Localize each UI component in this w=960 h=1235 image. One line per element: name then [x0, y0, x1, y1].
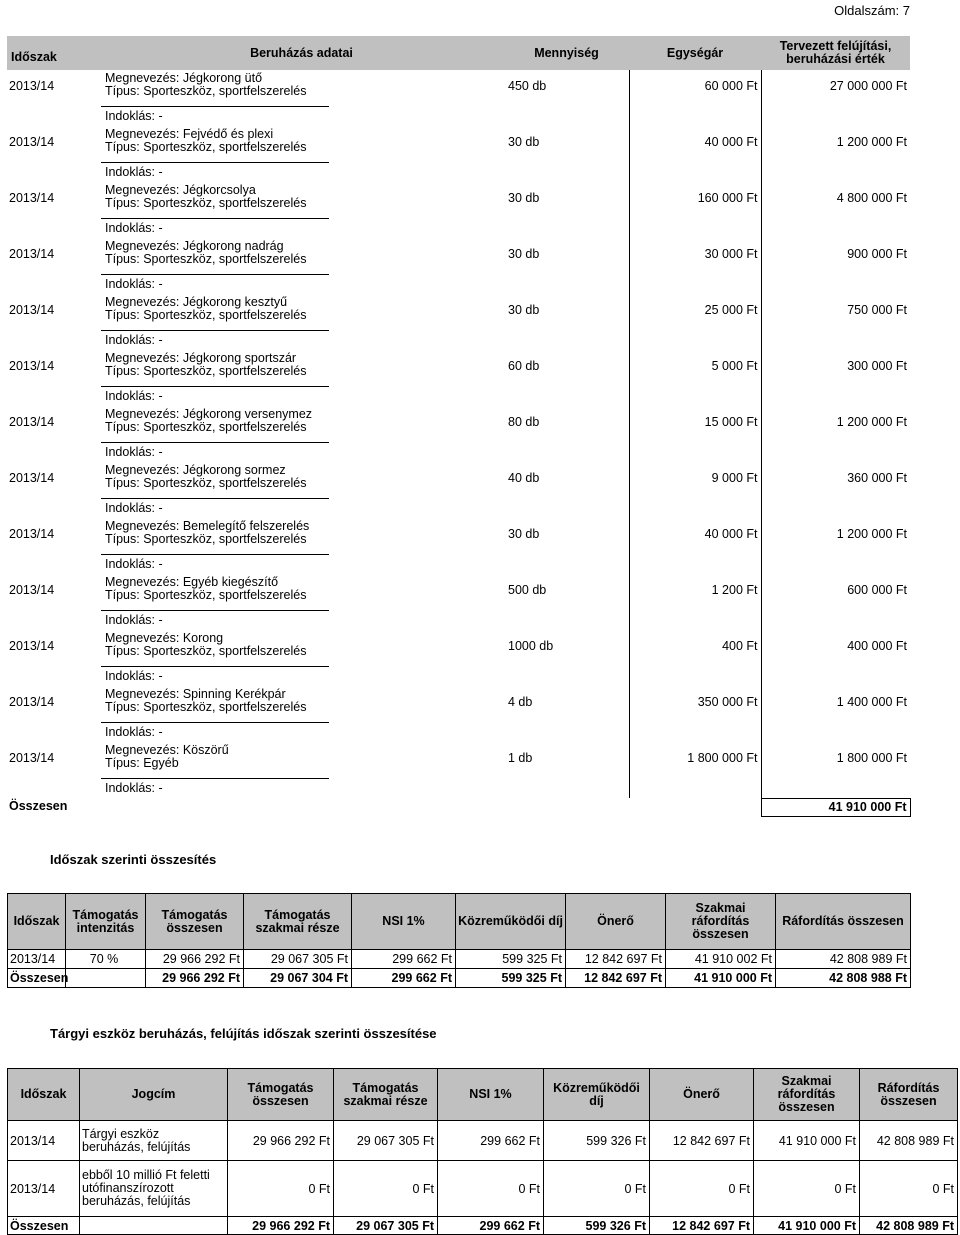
investment-quantity: 30 db [504, 294, 629, 350]
investment-period: 2013/14 [9, 247, 55, 261]
investment-row [7, 238, 910, 294]
investment-value: 1 800 000 Ft [836, 751, 907, 765]
investment-quantity: 30 db [504, 182, 629, 238]
investment-unit-price: 1 200 Ft [629, 574, 761, 630]
investment-row [7, 742, 910, 798]
investment-reason: Indoklás: - [101, 666, 329, 683]
investment-type: Típus: Sporteszköz, sportfelszerelés [105, 308, 307, 322]
summary-cell: 42 808 989 Ft [776, 950, 911, 969]
investment-unit-price: 400 Ft [629, 630, 761, 686]
summary-header-cell: Támogatás összesen [228, 1069, 334, 1121]
investment-reason: Indoklás: - [101, 498, 329, 515]
investment-type: Típus: Sporteszköz, sportfelszerelés [105, 196, 307, 210]
investment-unit-price: 160 000 Ft [629, 182, 761, 238]
summary-total-cell: 41 910 000 Ft [666, 969, 776, 988]
summary-total-cell: 29 966 292 Ft [146, 969, 244, 988]
investment-reason: Indoklás: - [101, 330, 329, 347]
investment-unit-price: 1 800 000 Ft [629, 742, 761, 798]
investment-quantity: 40 db [504, 462, 629, 518]
investment-value: 600 000 Ft [847, 583, 907, 597]
investment-value: 1 200 000 Ft [836, 527, 907, 541]
investment-details [99, 294, 504, 350]
summary-cell: 299 662 Ft [352, 950, 456, 969]
investment-type: Típus: Sporteszköz, sportfelszerelés [105, 140, 307, 154]
investment-reason: Indoklás: - [101, 778, 329, 795]
summary-cell: 0 Ft [544, 1161, 650, 1217]
summary-cell: 2013/14 [8, 1121, 80, 1161]
investment-details [99, 182, 504, 238]
summary-header-cell: Szakmai ráfordítás összesen [754, 1069, 860, 1121]
summary-cell: 299 662 Ft [438, 1121, 544, 1161]
investment-name: Megnevezés: Jégkorong kesztyű [105, 295, 288, 309]
investment-details [99, 686, 504, 742]
summary-cell: 29 966 292 Ft [228, 1121, 334, 1161]
investment-unit-price: 40 000 Ft [629, 518, 761, 574]
summary-total-cell: 12 842 697 Ft [566, 969, 666, 988]
summary-header-cell: Időszak [8, 1069, 80, 1121]
col-planned-value-header: Tervezett felújítási, beruházási érték [761, 36, 910, 70]
investment-period: 2013/14 [9, 415, 55, 429]
summary-total-cell: Összesen [8, 1217, 80, 1235]
investment-quantity: 30 db [504, 126, 629, 182]
summary-header-cell: Támogatás összesen [146, 894, 244, 950]
investment-header-row [7, 36, 910, 70]
investment-period: 2013/14 [9, 639, 55, 653]
summary-cell: ebből 10 millió Ft feletti utófinanszírozott beruházás, felújítás [80, 1161, 228, 1217]
summary-total-cell: 29 966 292 Ft [228, 1217, 334, 1235]
investment-value: 750 000 Ft [847, 303, 907, 317]
investment-details [99, 350, 504, 406]
summary-total-cell [66, 969, 146, 988]
investment-name: Megnevezés: Jégkorong sportszár [105, 351, 297, 365]
investment-type: Típus: Egyéb [105, 756, 179, 770]
col-quantity-header: Mennyiség [504, 36, 629, 70]
summary-cell: 0 Ft [438, 1161, 544, 1217]
investment-name: Megnevezés: Jégkorong ütő [105, 71, 263, 85]
investment-row [7, 686, 910, 742]
summary-total-cell: 12 842 697 Ft [650, 1217, 754, 1235]
summary-header-cell: Közreműködői díj [456, 894, 566, 950]
investment-type: Típus: Sporteszköz, sportfelszerelés [105, 476, 307, 490]
investment-period: 2013/14 [9, 583, 55, 597]
summary-cell: 12 842 697 Ft [650, 1121, 754, 1161]
investment-details [99, 462, 504, 518]
summary-cell: 599 326 Ft [544, 1121, 650, 1161]
summary-total-row [8, 969, 911, 988]
investment-unit-price: 60 000 Ft [629, 70, 761, 126]
investment-details [99, 126, 504, 182]
investment-reason: Indoklás: - [101, 218, 329, 235]
investment-unit-price: 40 000 Ft [629, 126, 761, 182]
investment-quantity: 500 db [504, 574, 629, 630]
asset-summary-title: Tárgyi eszköz beruházás, felújítás időszak szerinti összesítése [50, 1026, 437, 1041]
investment-unit-price: 30 000 Ft [629, 238, 761, 294]
investment-type: Típus: Sporteszköz, sportfelszerelés [105, 588, 307, 602]
asset-summary-header-row [8, 1069, 958, 1121]
summary-total-cell: 42 808 989 Ft [860, 1217, 958, 1235]
investment-details [99, 70, 504, 126]
summary-total-cell: 299 662 Ft [438, 1217, 544, 1235]
investment-unit-price: 15 000 Ft [629, 406, 761, 462]
investment-row [7, 406, 910, 462]
investment-value: 4 800 000 Ft [836, 191, 907, 205]
investment-quantity: 30 db [504, 518, 629, 574]
investment-quantity: 60 db [504, 350, 629, 406]
summary-cell: 2013/14 [8, 950, 66, 969]
investment-row [7, 518, 910, 574]
investment-reason: Indoklás: - [101, 274, 329, 291]
summary-cell: 12 842 697 Ft [566, 950, 666, 969]
summary-header-cell: Támogatás intenzitás [66, 894, 146, 950]
investment-total-row [7, 798, 910, 816]
period-summary-title: Időszak szerinti összesítés [50, 852, 217, 867]
investment-name: Megnevezés: Jégkorcsolya [105, 183, 256, 197]
summary-cell: 29 067 305 Ft [244, 950, 352, 969]
investment-period: 2013/14 [9, 135, 55, 149]
investment-total-label: Összesen [9, 799, 68, 813]
investment-type: Típus: Sporteszköz, sportfelszerelés [105, 252, 307, 266]
investment-unit-price: 350 000 Ft [629, 686, 761, 742]
investment-reason: Indoklás: - [101, 162, 329, 179]
investment-period: 2013/14 [9, 303, 55, 317]
investment-name: Megnevezés: Egyéb kiegészítő [105, 575, 279, 589]
investment-details [99, 238, 504, 294]
summary-cell: 41 910 000 Ft [754, 1121, 860, 1161]
investment-type: Típus: Sporteszköz, sportfelszerelés [105, 700, 307, 714]
summary-cell: 0 Ft [754, 1161, 860, 1217]
summary-row [8, 1121, 958, 1161]
investment-row [7, 126, 910, 182]
summary-header-cell: Önerő [566, 894, 666, 950]
investment-reason: Indoklás: - [101, 106, 329, 123]
investment-details [99, 518, 504, 574]
investment-quantity: 1000 db [504, 630, 629, 686]
investment-value: 360 000 Ft [847, 471, 907, 485]
investment-value: 27 000 000 Ft [829, 79, 907, 93]
summary-total-cell: 41 910 000 Ft [754, 1217, 860, 1235]
summary-header-cell: Önerő [650, 1069, 754, 1121]
investment-type: Típus: Sporteszköz, sportfelszerelés [105, 644, 307, 658]
summary-header-cell: Jogcím [80, 1069, 228, 1121]
investment-reason: Indoklás: - [101, 442, 329, 459]
investment-name: Megnevezés: Jégkorong nadrág [105, 239, 284, 253]
summary-header-cell: NSI 1% [438, 1069, 544, 1121]
investment-value: 1 200 000 Ft [836, 135, 907, 149]
investment-value: 400 000 Ft [847, 639, 907, 653]
investment-row [7, 574, 910, 630]
investment-quantity: 80 db [504, 406, 629, 462]
investment-row [7, 294, 910, 350]
investment-type: Típus: Sporteszköz, sportfelszerelés [105, 420, 307, 434]
summary-total-row [8, 1217, 958, 1235]
investment-name: Megnevezés: Köszörű [105, 743, 229, 757]
investment-value: 1 400 000 Ft [836, 695, 907, 709]
investment-details [99, 406, 504, 462]
investment-type: Típus: Sporteszköz, sportfelszerelés [105, 532, 307, 546]
summary-cell: 599 325 Ft [456, 950, 566, 969]
investment-type: Típus: Sporteszköz, sportfelszerelés [105, 364, 307, 378]
summary-cell: 2013/14 [8, 1161, 80, 1217]
col-details-header: Beruházás adatai [99, 36, 504, 70]
investment-details [99, 742, 504, 798]
summary-cell: 29 966 292 Ft [146, 950, 244, 969]
investment-type: Típus: Sporteszköz, sportfelszerelés [105, 84, 307, 98]
page-number: Oldalszám: 7 [834, 3, 910, 18]
investment-quantity: 30 db [504, 238, 629, 294]
col-unit-price-header: Egységár [629, 36, 761, 70]
investment-period: 2013/14 [9, 359, 55, 373]
investment-unit-price: 5 000 Ft [629, 350, 761, 406]
investment-quantity: 450 db [504, 70, 629, 126]
investment-row [7, 462, 910, 518]
summary-header-cell: Közreműködői díj [544, 1069, 650, 1121]
investment-table [7, 36, 911, 817]
investment-unit-price: 9 000 Ft [629, 462, 761, 518]
investment-period: 2013/14 [9, 191, 55, 205]
investment-row [7, 70, 910, 126]
summary-cell: 42 808 989 Ft [860, 1121, 958, 1161]
investment-details [99, 630, 504, 686]
investment-reason: Indoklás: - [101, 554, 329, 571]
summary-total-cell: 599 325 Ft [456, 969, 566, 988]
investment-quantity: 4 db [504, 686, 629, 742]
investment-row [7, 630, 910, 686]
col-period-header: Időszak [7, 36, 99, 70]
summary-cell: 29 067 305 Ft [334, 1121, 438, 1161]
summary-header-cell: Időszak [8, 894, 66, 950]
investment-name: Megnevezés: Bemelegítő felszerelés [105, 519, 310, 533]
investment-period: 2013/14 [9, 527, 55, 541]
investment-period: 2013/14 [9, 751, 55, 765]
summary-total-cell [80, 1217, 228, 1235]
summary-header-cell: Ráfordítás összesen [860, 1069, 958, 1121]
investment-row [7, 350, 910, 406]
investment-quantity: 1 db [504, 742, 629, 798]
investment-period: 2013/14 [9, 471, 55, 485]
investment-name: Megnevezés: Fejvédő és plexi [105, 127, 274, 141]
summary-header-cell: Ráfordítás összesen [776, 894, 911, 950]
summary-cell: 0 Ft [228, 1161, 334, 1217]
summary-cell: 0 Ft [650, 1161, 754, 1217]
summary-total-cell: Összesen [8, 969, 66, 988]
summary-cell: 0 Ft [334, 1161, 438, 1217]
investment-reason: Indoklás: - [101, 610, 329, 627]
summary-header-cell: Támogatás szakmai része [334, 1069, 438, 1121]
investment-unit-price: 25 000 Ft [629, 294, 761, 350]
period-summary-table [7, 893, 911, 988]
summary-cell: 0 Ft [860, 1161, 958, 1217]
summary-cell: Tárgyi eszköz beruházás, felújítás [80, 1121, 228, 1161]
summary-total-cell: 42 808 988 Ft [776, 969, 911, 988]
investment-name: Megnevezés: Jégkorong sormez [105, 463, 286, 477]
summary-header-cell: Támogatás szakmai része [244, 894, 352, 950]
investment-reason: Indoklás: - [101, 722, 329, 739]
summary-header-cell: NSI 1% [352, 894, 456, 950]
period-summary-header-row [8, 894, 911, 950]
summary-cell: 41 910 002 Ft [666, 950, 776, 969]
investment-row [7, 182, 910, 238]
investment-details [99, 574, 504, 630]
investment-value: 1 200 000 Ft [836, 415, 907, 429]
investment-value: 900 000 Ft [847, 247, 907, 261]
summary-total-cell: 29 067 305 Ft [334, 1217, 438, 1235]
investment-name: Megnevezés: Jégkorong versenymez [105, 407, 313, 421]
summary-cell: 70 % [66, 950, 146, 969]
summary-row [8, 950, 911, 969]
investment-period: 2013/14 [9, 695, 55, 709]
asset-summary-table [7, 1068, 958, 1235]
investment-name: Megnevezés: Korong [105, 631, 224, 645]
investment-reason: Indoklás: - [101, 386, 329, 403]
investment-period: 2013/14 [9, 79, 55, 93]
summary-total-cell: 299 662 Ft [352, 969, 456, 988]
summary-total-cell: 599 326 Ft [544, 1217, 650, 1235]
investment-value: 300 000 Ft [847, 359, 907, 373]
summary-header-cell: Szakmai ráfordítás összesen [666, 894, 776, 950]
summary-row [8, 1161, 958, 1217]
investment-total-value: 41 910 000 Ft [761, 798, 910, 816]
summary-total-cell: 29 067 304 Ft [244, 969, 352, 988]
investment-name: Megnevezés: Spinning Kerékpár [105, 687, 286, 701]
